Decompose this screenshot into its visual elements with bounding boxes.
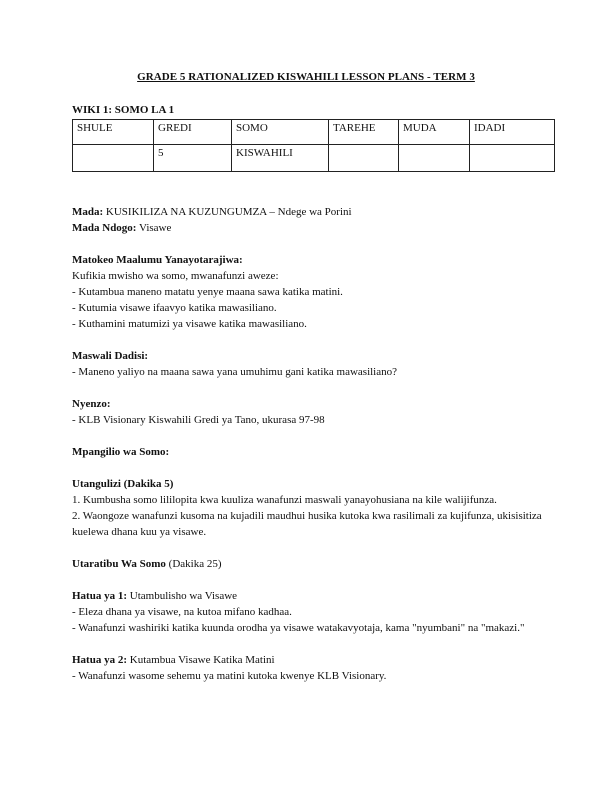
lesson-info-table xyxy=(72,119,555,172)
maswali-heading-text: Maswali Dadisi: xyxy=(72,350,149,362)
hatua1-value: Utambulisho wa Visawe xyxy=(127,590,238,602)
hatua2-label: Hatua ya 2: xyxy=(72,654,127,666)
hatua1-label: Hatua ya 1: xyxy=(72,590,127,602)
list-item: 2. Waongoze wanafunzi kusoma na kujadili maudhui husika kutoka kwa rasilimali za kujifunza, ukisisitiza kuelewa dhana kuu ya visawe. xyxy=(72,510,542,538)
utaratibu-value: (Dakika 25) xyxy=(165,558,222,570)
nyenzo-heading-text: Nyenzo: xyxy=(72,398,111,410)
hatua1-line xyxy=(72,588,542,604)
header-cell-somo: SOMO xyxy=(232,120,329,145)
value-cell-tarehe xyxy=(329,145,399,172)
mada-ndogo-label: Mada Ndogo: xyxy=(72,222,137,234)
header-cell-muda: MUDA xyxy=(399,120,470,145)
list-item: - Wanafunzi washiriki katika kuunda orodha ya visawe watakavyotaja, kama "nyumbani" na "makazi." xyxy=(72,622,525,634)
lesson-content xyxy=(72,204,542,684)
list-item: - KLB Visionary Kiswahili Gredi ya Tano, ukurasa 97-98 xyxy=(72,414,325,426)
table-value-row xyxy=(73,145,555,172)
matokeo-intro: Kufikia mwisho wa somo, mwanafunzi aweze: xyxy=(72,270,279,282)
hatua2-value: Kutambua Visawe Katika Matini xyxy=(127,654,275,666)
header-cell-gredi: GREDI xyxy=(154,120,232,145)
hatua2-line xyxy=(72,652,542,668)
week-lesson-heading: WIKI 1: SOMO LA 1 xyxy=(72,104,175,116)
mpangilio-heading xyxy=(72,444,542,460)
header-cell-shule: SHULE xyxy=(73,120,154,145)
header-cell-idadi: IDADI xyxy=(470,120,555,145)
maswali-heading xyxy=(72,348,542,364)
utangulizi-heading xyxy=(72,476,542,492)
matokeo-heading xyxy=(72,252,542,268)
value-cell-idadi xyxy=(470,145,555,172)
list-item: - Kutambua maneno matatu yenye maana sawa katika matini. xyxy=(72,286,343,298)
matokeo-heading-text: Matokeo Maalumu Yanayotarajiwa: xyxy=(72,254,243,266)
mpangilio-heading-text: Mpangilio wa Somo: xyxy=(72,446,170,458)
document-title: GRADE 5 RATIONALIZED KISWAHILI LESSON PLANS - TERM 3 xyxy=(137,71,475,83)
utangulizi-heading-text: Utangulizi (Dakika 5) xyxy=(72,478,174,490)
utaratibu-line xyxy=(72,556,542,572)
mada-ndogo-value: Visawe xyxy=(136,222,172,234)
header-cell-tarehe: TAREHE xyxy=(329,120,399,145)
table-header-row xyxy=(73,120,555,145)
utaratibu-label: Utaratibu Wa Somo xyxy=(72,558,166,570)
value-cell-somo: KISWAHILI xyxy=(232,145,329,172)
list-item: - Maneno yaliyo na maana sawa yana umuhimu gani katika mawasiliano? xyxy=(72,366,398,378)
list-item: 1. Kumbusha somo lililopita kwa kuuliza wanafunzi maswali yanayohusiana na kile walijifunza. xyxy=(72,494,497,506)
mada-value: KUSIKILIZA NA KUZUNGUMZA – Ndege wa Porini xyxy=(103,206,352,218)
mada-line xyxy=(72,204,542,220)
mada-label: Mada: xyxy=(72,206,104,218)
list-item: - Kutumia visawe ifaavyo katika mawasiliano. xyxy=(72,302,277,314)
value-cell-shule xyxy=(73,145,154,172)
value-cell-gredi: 5 xyxy=(154,145,232,172)
list-item: - Wanafunzi wasome sehemu ya matini kutoka kwenye KLB Visionary. xyxy=(72,670,387,682)
list-item: - Kuthamini matumizi ya visawe katika mawasiliano. xyxy=(72,318,307,330)
list-item: - Eleza dhana ya visawe, na kutoa mifano kadhaa. xyxy=(72,606,292,618)
nyenzo-heading xyxy=(72,396,542,412)
mada-ndogo-line xyxy=(72,220,542,236)
value-cell-muda xyxy=(399,145,470,172)
